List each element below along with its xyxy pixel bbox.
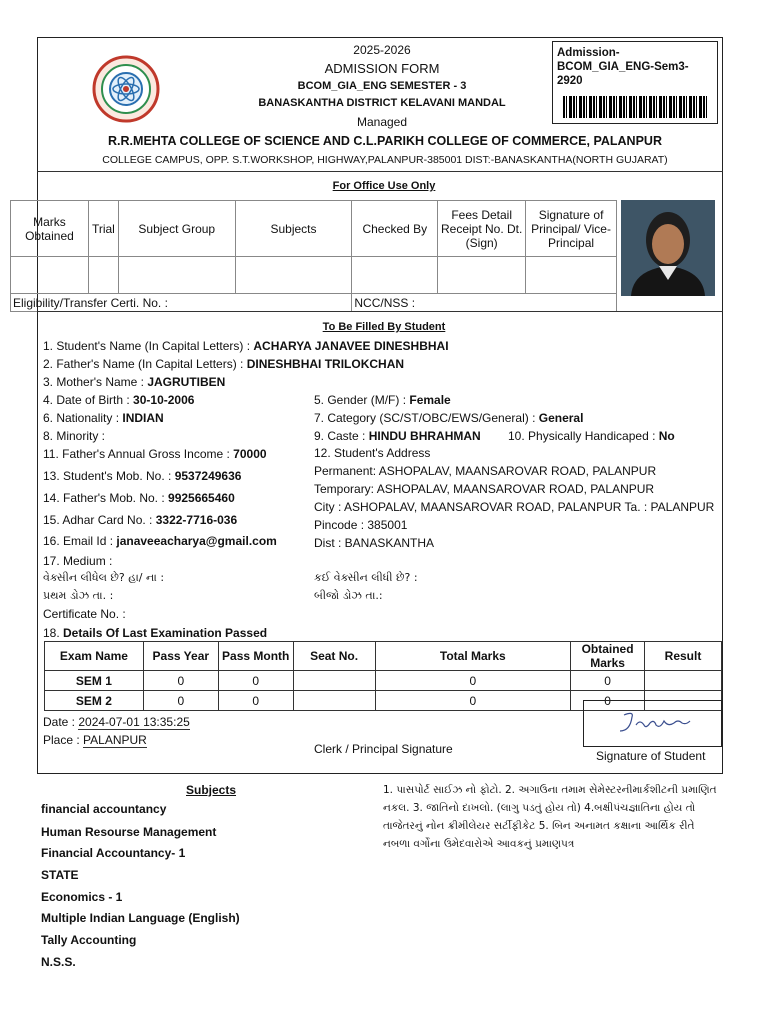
caste-row: [314, 429, 481, 443]
pincode: Pincode : 385001: [314, 518, 408, 532]
th-obtained-marks: Obtained Marks: [571, 642, 645, 671]
cell-pass-year: 0: [143, 691, 218, 711]
income: 70000: [233, 447, 267, 461]
label: 1. Student's Name (In Capital Letters) :: [43, 339, 254, 353]
cell: [438, 257, 526, 294]
label: 16. Email Id :: [43, 534, 117, 548]
father-name-row: [43, 357, 404, 371]
place: PALANPUR: [83, 733, 147, 747]
vaccine-question: વેક્સીન લીધેલ છે? હા/ ના :: [43, 571, 165, 584]
student-photo: [621, 200, 715, 296]
exam-heading: [43, 626, 267, 640]
list-item: Financial Accountancy- 1: [41, 846, 186, 860]
father-mob-row: [43, 491, 235, 505]
cell: [88, 257, 118, 294]
cell: [118, 257, 235, 294]
mother-name-row: [43, 375, 225, 389]
header-divider: [37, 171, 723, 172]
required-documents-note: 1. પાસપોર્ટ સાઈઝ નો ફોટો. 2. અગાઉના તમામ સેમેસ્ટરનીમાર્કશીટની પ્રમાણિત નકલ. 3. જાતિનો દાખલો. (લાગુ પડતું હોય તો) 4.બક્ષીપંચજ્ઞાતિના હોય તો તાજેતરનું નોન ક્રીમીલેયર સર્ટીફીકેટ 5. બિન અનામત કક્ષાના આર્થિક રીતે નબળા વર્ગોના ઉમેદવારોએ આવકનું પ્રમાણપત્ર: [383, 784, 717, 850]
label: 10. Physically Handicaped :: [508, 429, 659, 443]
label: 15. Adhar Card No. :: [43, 513, 156, 527]
certificate-no: Certificate No. :: [43, 607, 126, 621]
email-row: [43, 534, 277, 548]
dob-row: [43, 393, 194, 407]
dose-1: પ્રથમ ડોઝ તા. :: [43, 589, 114, 602]
th-seat-no: Seat No.: [293, 642, 375, 671]
col-trial: Trial: [88, 201, 118, 257]
mob-row: [43, 469, 241, 483]
cell-pass-month: 0: [218, 691, 293, 711]
cell-obtained-marks: 0: [571, 671, 645, 691]
cell: [526, 257, 617, 294]
mandal-title: BANASKANTHA DISTRICT KELAVANI MANDAL: [258, 97, 506, 109]
student-name-row: [43, 339, 449, 353]
th-pass-month: Pass Month: [218, 642, 293, 671]
label: 5. Gender (M/F) :: [314, 393, 410, 407]
cell-exam-name: SEM 2: [45, 691, 144, 711]
student-mob: 9537249636: [174, 469, 242, 483]
col-fees-detail: Fees Detail Receipt No. Dt.(Sign): [438, 201, 526, 257]
adhar: 3322-7716-036: [155, 513, 238, 527]
eligibility-cert: Eligibility/Transfer Certi. No. :: [11, 294, 352, 312]
exam-title: Details Of Last Examination Passed: [63, 626, 268, 640]
ncc-nss: NCC/NSS :: [352, 294, 617, 312]
college-name: R.R.MEHTA COLLEGE OF SCIENCE AND C.L.PARIKH COLLEGE OF COMMERCE, PALANPUR: [108, 134, 662, 148]
college-logo: [92, 55, 160, 123]
college-address: COLLEGE CAMPUS, OPP. S.T.WORKSHOP, HIGHWAY,PALANPUR-385001 DIST:-BANASKANTHA(NORTH GUJARAT): [102, 154, 668, 166]
student-name: ACHARYA JANAVEE DINESHBHAI: [253, 339, 449, 353]
list-item: Multiple Indian Language (English): [41, 911, 240, 925]
cell-pass-month: 0: [218, 671, 293, 691]
cell: [11, 257, 89, 294]
cell: [235, 257, 352, 294]
student-signature-label: Signature of Student: [596, 749, 706, 763]
col-checked-by: Checked By: [352, 201, 438, 257]
col-subjects: Subjects: [235, 201, 352, 257]
permanent-address: Permanent: ASHOPALAV, MAANSAROVAR ROAD, PALANPUR: [314, 464, 657, 478]
minority-row: 8. Minority :: [43, 429, 106, 443]
academic-year: 2025-2026: [353, 43, 411, 57]
place-row: [43, 733, 147, 747]
list-item: N.S.S.: [41, 955, 76, 969]
label: Place :: [43, 733, 84, 747]
list-item: STATE: [41, 868, 79, 882]
email: janaveeacharya@gmail.com: [116, 534, 277, 548]
list-item: Human Resourse Management: [41, 825, 217, 839]
dose-2: બીજો ડોઝ તા.:: [314, 589, 383, 602]
cell: [352, 257, 438, 294]
cell-pass-year: 0: [143, 671, 218, 691]
cell-seat-no: [293, 671, 375, 691]
gender: Female: [409, 393, 451, 407]
label: 18.: [43, 626, 64, 640]
label: 14. Father's Mob. No. :: [43, 491, 169, 505]
subjects-title: Subjects: [186, 783, 237, 797]
city: City : ASHOPALAV, MAANSAROVAR ROAD, PALANPUR Ta. : PALANPUR: [314, 500, 715, 514]
cell-total-marks: 0: [375, 671, 571, 691]
income-row: [43, 447, 267, 461]
table-row: [45, 671, 722, 691]
handwritten-signature: [584, 701, 721, 746]
th-result: Result: [645, 642, 722, 671]
medium-row: 17. Medium :: [43, 554, 113, 568]
father-mob: 9925665460: [168, 491, 235, 505]
office-divider: [37, 311, 723, 312]
date: 2024-07-01 13:35:25: [78, 715, 190, 729]
adhar-row: [43, 513, 237, 527]
date-row: [43, 715, 190, 729]
category-row: [314, 411, 583, 425]
admission-id: Admission-BCOM_GIA_ENG-Sem3-2920: [557, 47, 689, 87]
cell-obtained-marks: 0: [571, 691, 645, 711]
address-label: 12. Student's Address: [314, 446, 431, 460]
list-item: Economics - 1: [41, 890, 123, 904]
student-signature-box: [583, 700, 722, 747]
cell-total-marks: 0: [375, 691, 571, 711]
th-pass-year: Pass Year: [143, 642, 218, 671]
form-title: ADMISSION FORM: [324, 61, 440, 76]
handicap-row: [508, 429, 675, 443]
temporary-address: Temporary: ASHOPALAV, MAANSAROVAR ROAD, PALANPUR: [314, 482, 655, 496]
caste: HINDU BHRAHMAN: [368, 429, 481, 443]
label: 4. Date of Birth :: [43, 393, 134, 407]
dist: Dist : BANASKANTHA: [314, 536, 435, 550]
managed-text: Managed: [356, 115, 408, 129]
th-total-marks: Total Marks: [375, 642, 571, 671]
label: Date :: [43, 715, 79, 729]
father-name: DINESHBHAI TRILOKCHAN: [246, 357, 405, 371]
th-exam-name: Exam Name: [45, 642, 144, 671]
label: 11. Father's Annual Gross Income :: [43, 447, 234, 461]
dob: 30-10-2006: [133, 393, 195, 407]
office-use-table: [10, 200, 617, 312]
mother-name: JAGRUTIBEN: [147, 375, 226, 389]
office-use-title: For Office Use Only: [332, 180, 436, 192]
vaccine-which: કઈ વેક્સીન લીધી છે? :: [314, 571, 418, 584]
nationality-row: [43, 411, 164, 425]
cell-seat-no: [293, 691, 375, 711]
nationality: INDIAN: [122, 411, 164, 425]
label: 7. Category (SC/ST/OBC/EWS/General) :: [314, 411, 539, 425]
gender-row: [314, 393, 451, 407]
label: 9. Caste :: [314, 429, 369, 443]
label: 3. Mother's Name :: [43, 375, 148, 389]
label: 2. Father's Name (In Capital Letters) :: [43, 357, 247, 371]
col-marks-obtained: Marks Obtained: [11, 201, 89, 257]
clerk-signature: Clerk / Principal Signature: [314, 742, 453, 756]
handicap: No: [658, 429, 675, 443]
cell-exam-name: SEM 1: [45, 671, 144, 691]
label: 6. Nationality :: [43, 411, 123, 425]
semester-title: BCOM_GIA_ENG SEMESTER - 3: [297, 80, 467, 92]
barcode: [563, 96, 709, 118]
col-subject-group: Subject Group: [118, 201, 235, 257]
cell-result: [645, 671, 722, 691]
category: General: [538, 411, 584, 425]
list-item: Tally Accounting: [41, 933, 137, 947]
col-principal-signature: Signature of Principal/ Vice-Principal: [526, 201, 617, 257]
label: 13. Student's Mob. No. :: [43, 469, 175, 483]
list-item: financial accountancy: [41, 802, 167, 816]
admission-id-box: [552, 41, 718, 124]
student-section-title: To Be Filled By Student: [322, 321, 446, 333]
